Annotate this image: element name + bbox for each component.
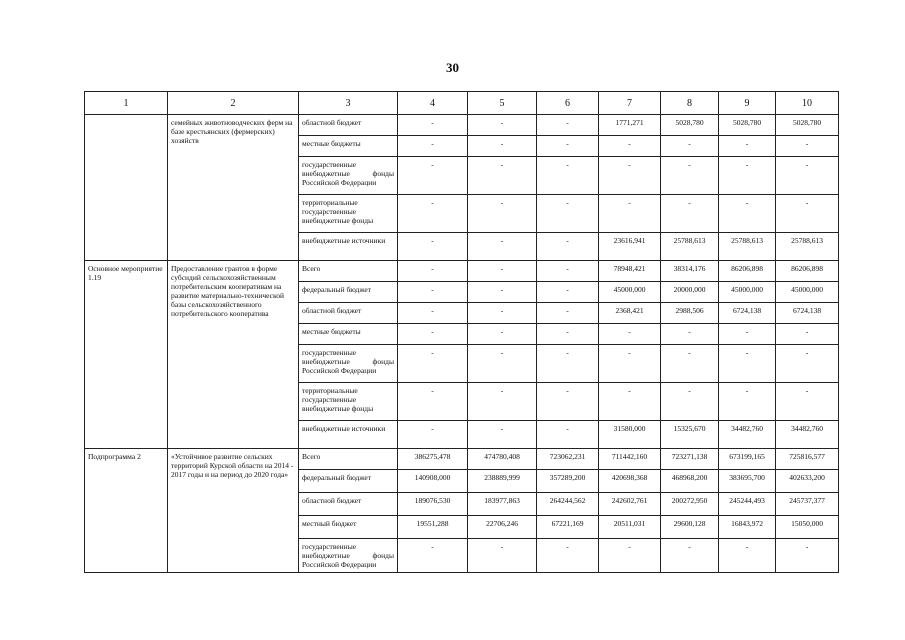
- value-cell: -: [398, 383, 468, 421]
- budget-table: [84, 91, 839, 573]
- funding-source-cell: государственные внебюджетные фонды Российской Федерации: [299, 539, 398, 573]
- value-cell: 6724,138: [776, 303, 839, 324]
- value-cell: 67221,169: [537, 516, 599, 539]
- activity-cell: Подпрограмма 2: [85, 449, 168, 573]
- value-cell: -: [398, 421, 468, 449]
- value-cell: 78948,421: [599, 261, 661, 282]
- header-row: [85, 92, 839, 115]
- value-cell: -: [537, 345, 599, 383]
- value-cell: -: [537, 421, 599, 449]
- value-cell: -: [468, 421, 537, 449]
- value-cell: -: [719, 383, 776, 421]
- table-row: [85, 261, 839, 282]
- value-cell: -: [468, 345, 537, 383]
- value-cell: -: [537, 303, 599, 324]
- funding-source-cell: федеральный бюджет: [299, 470, 398, 493]
- value-cell: -: [468, 233, 537, 261]
- value-cell: 29600,128: [661, 516, 719, 539]
- header-cell: 7: [599, 92, 661, 115]
- value-cell: -: [398, 539, 468, 573]
- value-cell: 25788,613: [776, 233, 839, 261]
- value-cell: -: [468, 303, 537, 324]
- value-cell: -: [537, 383, 599, 421]
- value-cell: -: [661, 195, 719, 233]
- value-cell: 673199,165: [719, 449, 776, 470]
- value-cell: -: [468, 282, 537, 303]
- value-cell: -: [599, 157, 661, 195]
- value-cell: -: [398, 282, 468, 303]
- funding-source-cell: внебюджетные источники: [299, 421, 398, 449]
- value-cell: 34482,760: [776, 421, 839, 449]
- value-cell: -: [661, 157, 719, 195]
- value-cell: 723271,138: [661, 449, 719, 470]
- value-cell: 725816,577: [776, 449, 839, 470]
- value-cell: -: [661, 383, 719, 421]
- value-cell: -: [719, 539, 776, 573]
- page-number: 30: [446, 60, 459, 75]
- value-cell: -: [776, 136, 839, 157]
- value-cell: -: [537, 115, 599, 136]
- value-cell: 402633,200: [776, 470, 839, 493]
- value-cell: -: [398, 261, 468, 282]
- value-cell: 25788,613: [719, 233, 776, 261]
- value-cell: -: [776, 345, 839, 383]
- value-cell: 357289,200: [537, 470, 599, 493]
- value-cell: 1771,271: [599, 115, 661, 136]
- value-cell: 34482,760: [719, 421, 776, 449]
- value-cell: 5028,780: [776, 115, 839, 136]
- value-cell: 200272,950: [661, 493, 719, 516]
- value-cell: -: [776, 157, 839, 195]
- funding-source-cell: областной бюджет: [299, 303, 398, 324]
- value-cell: 2368,421: [599, 303, 661, 324]
- value-cell: -: [719, 136, 776, 157]
- header-cell: 5: [468, 92, 537, 115]
- value-cell: 23616,941: [599, 233, 661, 261]
- value-cell: -: [661, 345, 719, 383]
- value-cell: -: [599, 383, 661, 421]
- value-cell: -: [398, 115, 468, 136]
- value-cell: -: [599, 539, 661, 573]
- value-cell: -: [398, 195, 468, 233]
- value-cell: -: [537, 539, 599, 573]
- value-cell: -: [398, 233, 468, 261]
- value-cell: -: [776, 539, 839, 573]
- value-cell: 245737,377: [776, 493, 839, 516]
- value-cell: 6724,138: [719, 303, 776, 324]
- value-cell: -: [776, 195, 839, 233]
- value-cell: 183977,863: [468, 493, 537, 516]
- value-cell: 5028,780: [661, 115, 719, 136]
- funding-source-cell: государственные внебюджетные фонды Российской Федерации: [299, 345, 398, 383]
- table-row: [85, 449, 839, 470]
- value-cell: -: [398, 303, 468, 324]
- value-cell: -: [661, 324, 719, 345]
- value-cell: -: [719, 157, 776, 195]
- value-cell: 245244,493: [719, 493, 776, 516]
- funding-source-cell: местные бюджеты: [299, 136, 398, 157]
- header-cell: 2: [168, 92, 299, 115]
- funding-source-cell: местные бюджеты: [299, 324, 398, 345]
- value-cell: -: [719, 345, 776, 383]
- value-cell: -: [537, 324, 599, 345]
- header-cell: 3: [299, 92, 398, 115]
- value-cell: -: [661, 539, 719, 573]
- funding-source-cell: местный бюджет: [299, 516, 398, 539]
- value-cell: -: [468, 115, 537, 136]
- funding-source-cell: Всего: [299, 449, 398, 470]
- value-cell: 22706,246: [468, 516, 537, 539]
- funding-source-cell: федеральный бюджет: [299, 282, 398, 303]
- value-cell: -: [537, 195, 599, 233]
- value-cell: 2988,506: [661, 303, 719, 324]
- funding-source-cell: областной бюджет: [299, 115, 398, 136]
- funding-source-cell: областной бюджет: [299, 493, 398, 516]
- value-cell: 711442,160: [599, 449, 661, 470]
- value-cell: -: [398, 136, 468, 157]
- table-row: [85, 115, 839, 136]
- value-cell: 16843,972: [719, 516, 776, 539]
- description-cell: семейных животноводческих ферм на базе крестьянских (фермерских) хозяйств: [168, 115, 299, 261]
- value-cell: -: [776, 324, 839, 345]
- value-cell: 383695,700: [719, 470, 776, 493]
- value-cell: -: [468, 324, 537, 345]
- value-cell: -: [537, 282, 599, 303]
- value-cell: 45000,000: [776, 282, 839, 303]
- value-cell: -: [719, 324, 776, 345]
- header-cell: 10: [776, 92, 839, 115]
- value-cell: -: [537, 136, 599, 157]
- value-cell: 38314,176: [661, 261, 719, 282]
- value-cell: -: [468, 157, 537, 195]
- value-cell: 468968,200: [661, 470, 719, 493]
- value-cell: 45000,000: [599, 282, 661, 303]
- value-cell: 723062,231: [537, 449, 599, 470]
- value-cell: 189076,530: [398, 493, 468, 516]
- value-cell: 31580,000: [599, 421, 661, 449]
- value-cell: -: [398, 324, 468, 345]
- value-cell: 45000,000: [719, 282, 776, 303]
- value-cell: -: [599, 345, 661, 383]
- value-cell: -: [537, 157, 599, 195]
- value-cell: -: [599, 324, 661, 345]
- value-cell: 242602,761: [599, 493, 661, 516]
- funding-source-cell: территориальные государственные внебюджетные фонды: [299, 383, 398, 421]
- value-cell: 386275,478: [398, 449, 468, 470]
- header-cell: 8: [661, 92, 719, 115]
- funding-source-cell: государственные внебюджетные фонды Российской Федерации: [299, 157, 398, 195]
- value-cell: -: [398, 157, 468, 195]
- header-cell: 1: [85, 92, 168, 115]
- value-cell: 238889,999: [468, 470, 537, 493]
- funding-source-cell: территориальные государственные внебюджетные фонды: [299, 195, 398, 233]
- value-cell: -: [599, 195, 661, 233]
- value-cell: -: [661, 136, 719, 157]
- header-cell: 6: [537, 92, 599, 115]
- header-cell: 9: [719, 92, 776, 115]
- value-cell: -: [468, 383, 537, 421]
- value-cell: 474780,408: [468, 449, 537, 470]
- value-cell: 86206,898: [776, 261, 839, 282]
- activity-cell: [85, 115, 168, 261]
- value-cell: -: [776, 383, 839, 421]
- value-cell: 20511,031: [599, 516, 661, 539]
- value-cell: 264244,562: [537, 493, 599, 516]
- funding-source-cell: Всего: [299, 261, 398, 282]
- value-cell: -: [468, 195, 537, 233]
- value-cell: -: [398, 345, 468, 383]
- value-cell: -: [599, 136, 661, 157]
- value-cell: -: [719, 195, 776, 233]
- value-cell: 25788,613: [661, 233, 719, 261]
- value-cell: 15050,000: [776, 516, 839, 539]
- value-cell: 20000,000: [661, 282, 719, 303]
- activity-cell: Основное мероприятие 1.19: [85, 261, 168, 449]
- description-cell: «Устойчивое развитие сельских территорий Курской области на 2014 - 2017 годы и на период до 2020 года»: [168, 449, 299, 573]
- value-cell: 19551,288: [398, 516, 468, 539]
- value-cell: 140908,000: [398, 470, 468, 493]
- header-cell: 4: [398, 92, 468, 115]
- funding-source-cell: внебюджетные источники: [299, 233, 398, 261]
- value-cell: 5028,780: [719, 115, 776, 136]
- value-cell: 15325,670: [661, 421, 719, 449]
- description-cell: Предоставление грантов в форме субсидий сельскохозяйственным потребительским кооперативам на развитие материально-технической базы сельскохозяйственного потребительского кооператива: [168, 261, 299, 449]
- value-cell: -: [468, 136, 537, 157]
- value-cell: -: [468, 539, 537, 573]
- value-cell: -: [537, 261, 599, 282]
- value-cell: 420698,368: [599, 470, 661, 493]
- value-cell: 86206,898: [719, 261, 776, 282]
- value-cell: -: [468, 261, 537, 282]
- value-cell: -: [537, 233, 599, 261]
